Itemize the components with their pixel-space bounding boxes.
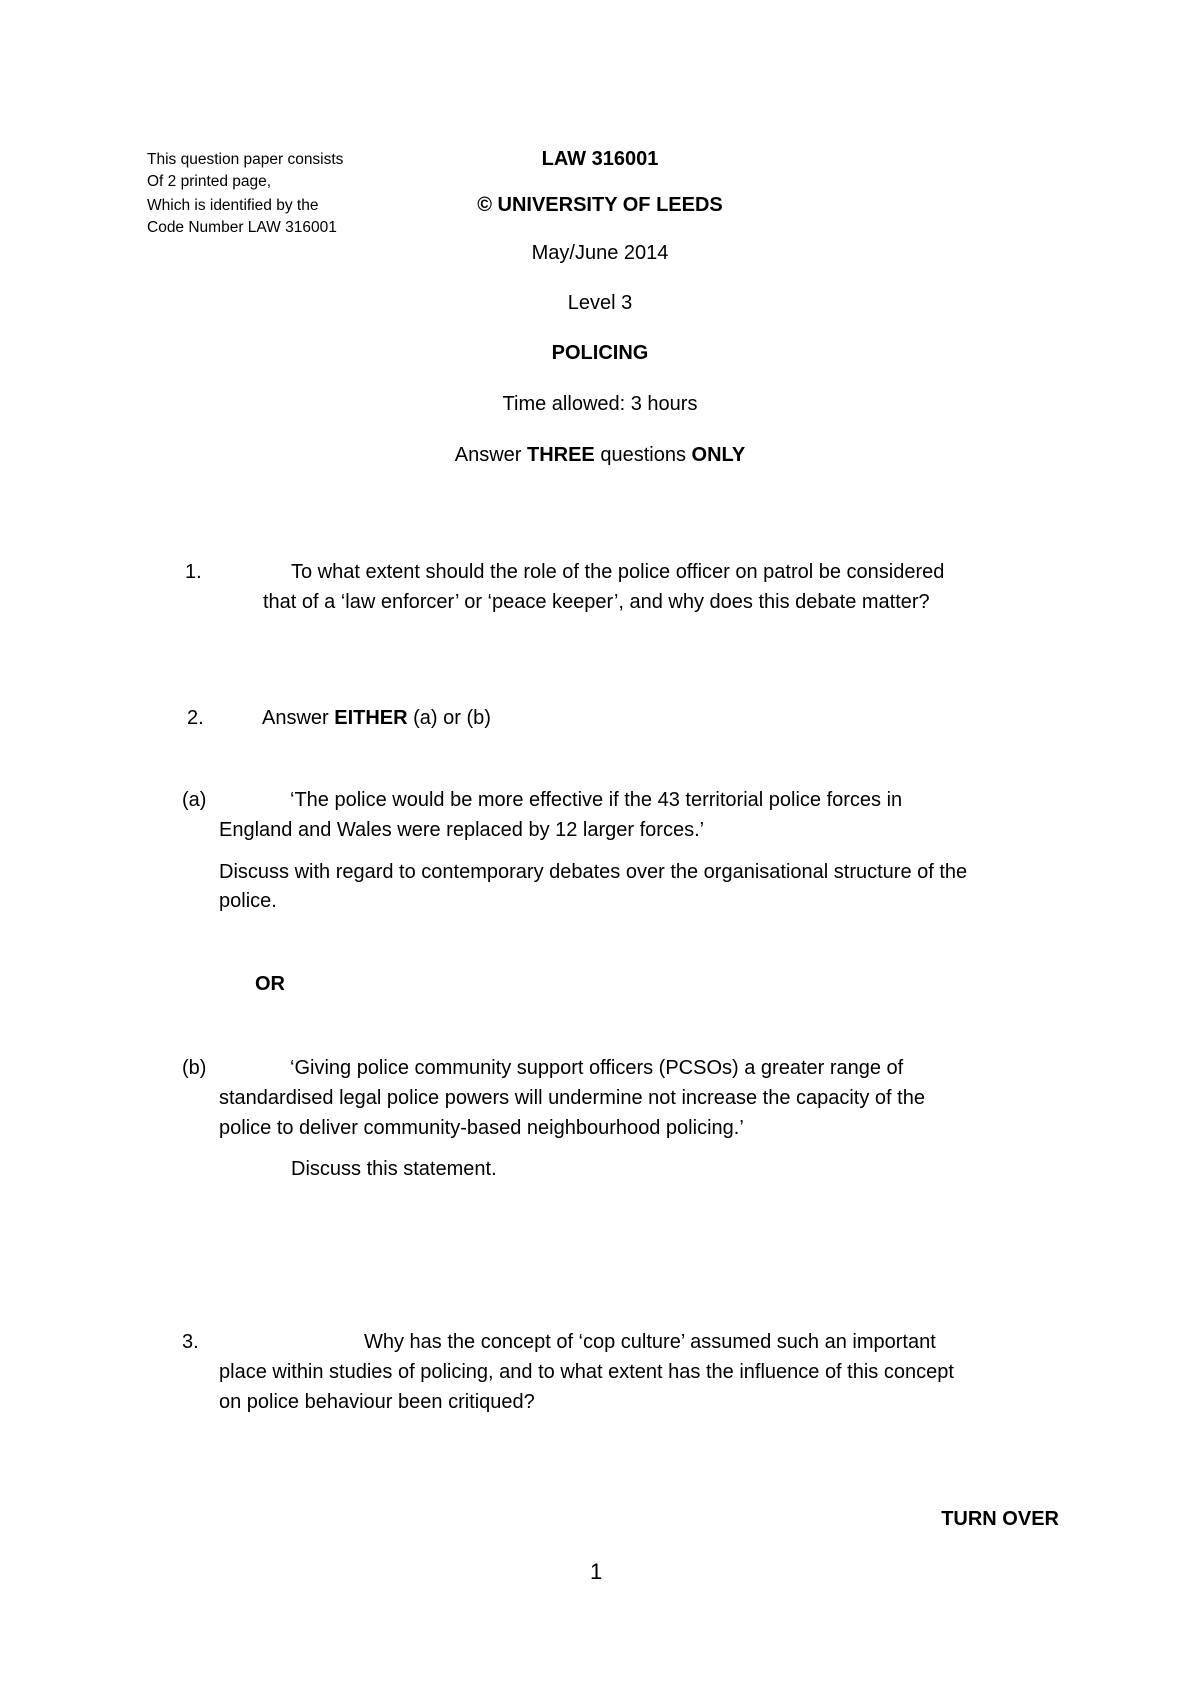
question-2b-line-4: Discuss this statement. xyxy=(291,1158,497,1180)
subject-title: POLICING xyxy=(551,342,649,364)
instruction-count: THREE xyxy=(526,444,595,466)
exam-code: LAW 316001 xyxy=(541,148,659,170)
instruction-prefix: Answer xyxy=(454,444,527,466)
question-3-line-2: place within studies of policing, and to what extent has the influence of this concept xyxy=(219,1361,954,1383)
question-1-number: 1. xyxy=(185,561,202,583)
question-1-line-1: To what extent should the role of the police officer on patrol be considered xyxy=(291,561,945,583)
question-2-intro-either: EITHER xyxy=(334,707,408,729)
question-2b-label: (b) xyxy=(182,1057,207,1079)
question-2b-line-1: ‘Giving police community support officers (PCSOs) a greater range of xyxy=(290,1057,904,1079)
header-note-line-1: This question paper consists xyxy=(147,151,344,168)
header-note-line-2: Of 2 printed page, xyxy=(147,173,272,190)
question-2b-line-2: standardised legal police powers will undermine not increase the capacity of the xyxy=(219,1087,925,1109)
question-2a-line-1: ‘The police would be more effective if the 43 territorial police forces in xyxy=(290,789,903,811)
question-3-line-1: Why has the concept of ‘cop culture’ assumed such an important xyxy=(364,1331,936,1353)
exam-session: May/June 2014 xyxy=(531,242,669,264)
question-2-number: 2. xyxy=(187,707,204,729)
header-note-line-3: Which is identified by the xyxy=(147,197,319,214)
question-2a-line-4: police. xyxy=(219,890,277,912)
question-2b-line-3: police to deliver community-based neighbourhood policing.’ xyxy=(219,1117,744,1139)
instruction-middle: questions xyxy=(594,444,692,466)
answer-instruction xyxy=(400,444,800,467)
question-2-or: OR xyxy=(255,973,285,995)
university-name: © UNIVERSITY OF LEEDS xyxy=(477,194,723,216)
turn-over-label: TURN OVER xyxy=(941,1508,1059,1530)
question-2-intro-suffix: (a) or (b) xyxy=(407,707,491,729)
exam-level: Level 3 xyxy=(567,292,633,314)
question-2-intro xyxy=(262,707,491,730)
question-2a-line-3: Discuss with regard to contemporary debates over the organisational structure of the xyxy=(219,861,968,883)
question-1-line-2: that of a ‘law enforcer’ or ‘peace keeper’, and why does this debate matter? xyxy=(263,591,930,613)
question-3-number: 3. xyxy=(182,1331,199,1353)
time-allowed: Time allowed: 3 hours xyxy=(502,393,698,415)
question-2a-line-2: England and Wales were replaced by 12 larger forces.’ xyxy=(219,819,705,841)
instruction-only: ONLY xyxy=(691,444,746,466)
question-2a-label: (a) xyxy=(182,789,207,811)
header-note-line-4: Code Number LAW 316001 xyxy=(147,219,337,236)
question-3-line-3: on police behaviour been critiqued? xyxy=(219,1391,535,1413)
page-number: 1 xyxy=(590,1559,603,1584)
question-2-intro-prefix: Answer xyxy=(262,707,335,729)
